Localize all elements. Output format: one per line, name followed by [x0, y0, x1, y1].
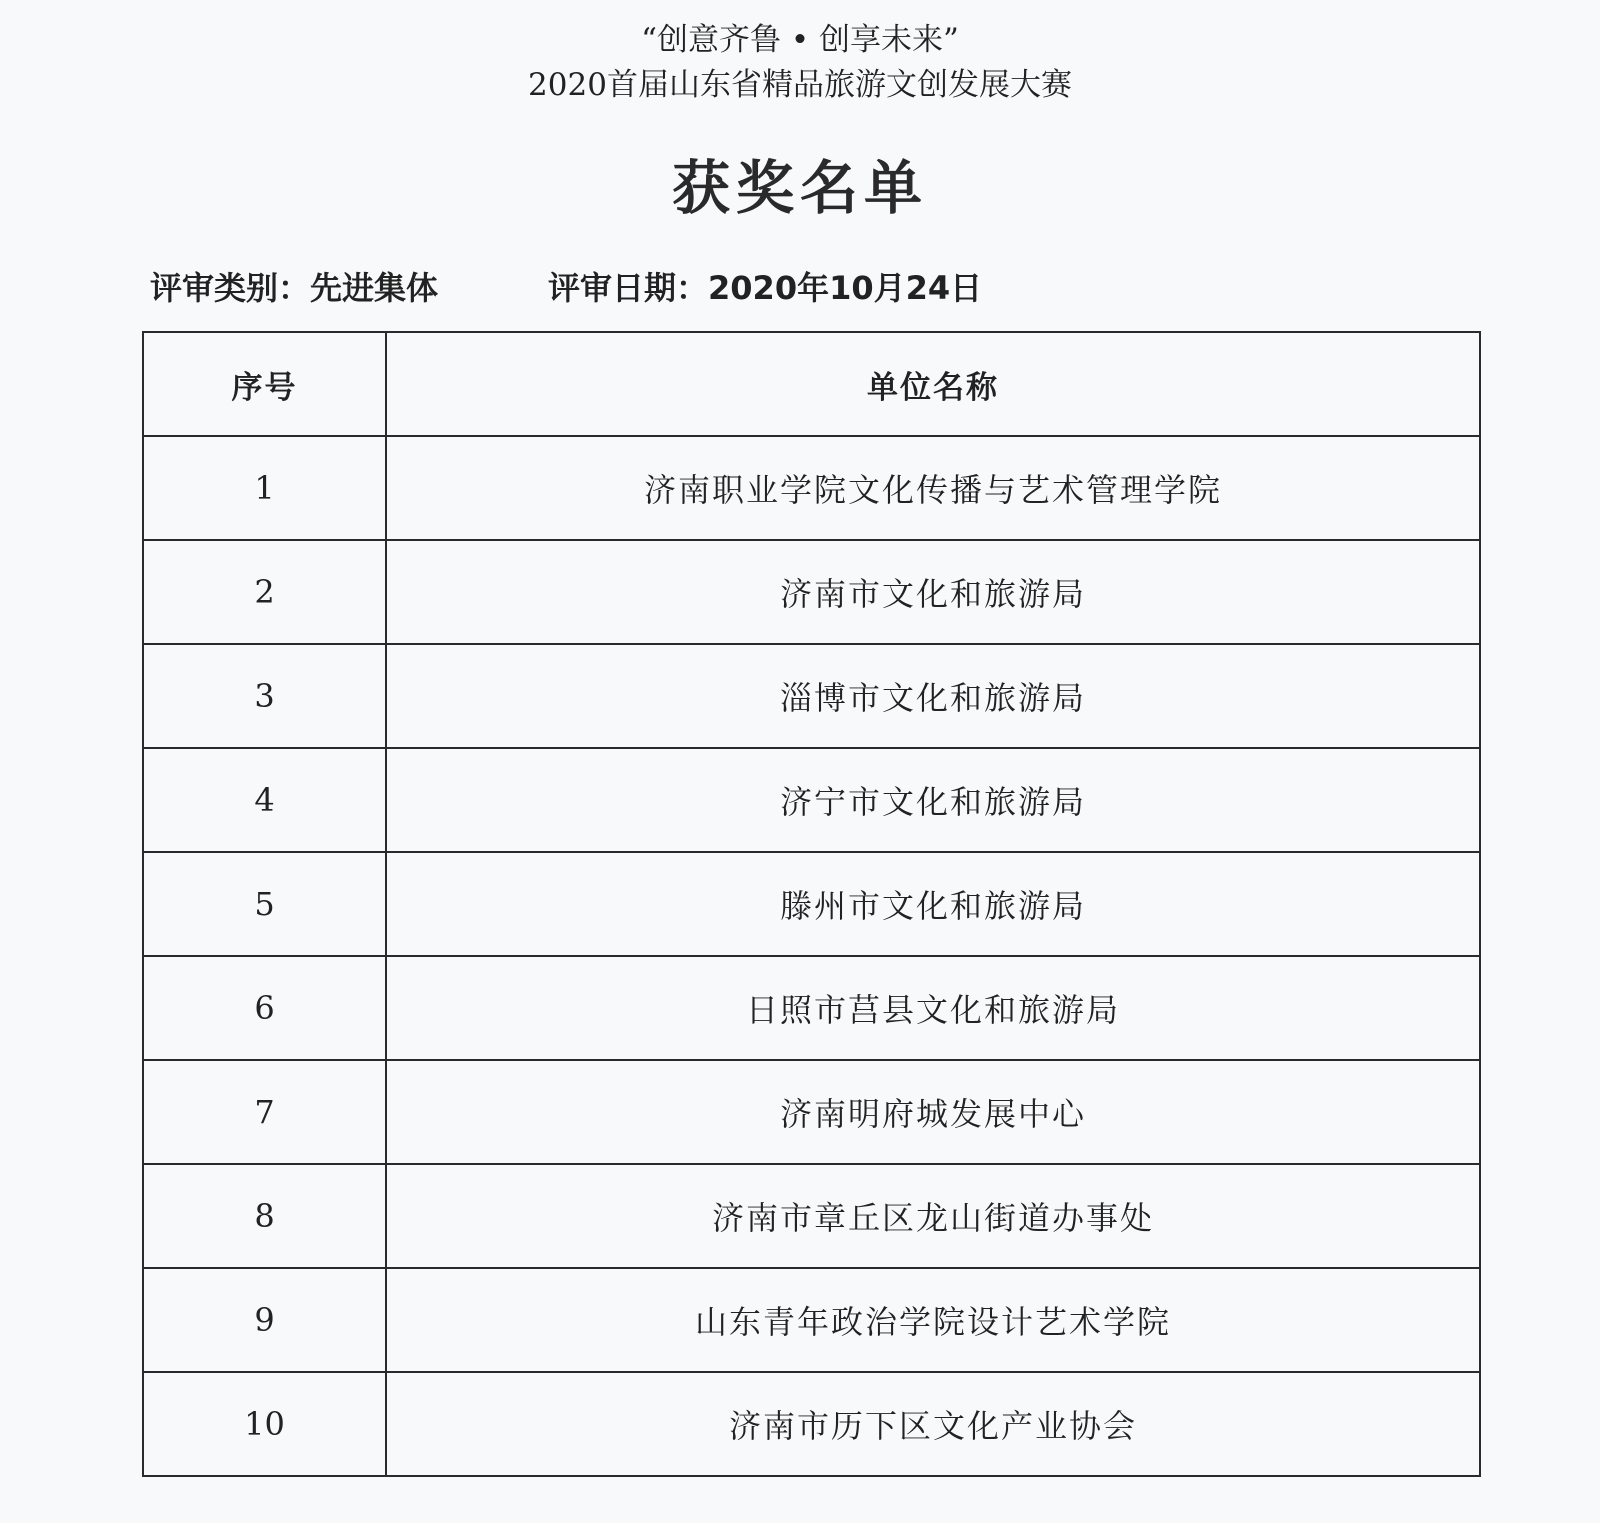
row-unit-name: 淄博市文化和旅游局 — [386, 644, 1480, 748]
row-index: 4 — [143, 748, 386, 852]
row-unit-name: 日照市莒县文化和旅游局 — [386, 956, 1480, 1060]
row-index: 9 — [143, 1268, 386, 1372]
review-category — [150, 268, 438, 308]
review-category-value: 先进集体 — [310, 269, 439, 307]
column-header-name: 单位名称 — [386, 332, 1480, 436]
table-row — [143, 436, 1480, 540]
row-index: 7 — [143, 1060, 386, 1164]
review-date-value: 2020年10月24日 — [708, 269, 983, 307]
row-index: 8 — [143, 1164, 386, 1268]
row-index: 2 — [143, 540, 386, 644]
review-category-label: 评审类别： — [150, 269, 311, 307]
row-index: 5 — [143, 852, 386, 956]
row-unit-name: 济南明府城发展中心 — [386, 1060, 1480, 1164]
row-index: 6 — [143, 956, 386, 1060]
table-row — [143, 1268, 1480, 1372]
row-index: 10 — [143, 1372, 386, 1476]
row-unit-name: 济南市文化和旅游局 — [386, 540, 1480, 644]
page-title: 获奖名单 — [671, 154, 928, 222]
row-unit-name: 济宁市文化和旅游局 — [386, 748, 1480, 852]
table-row — [143, 540, 1480, 644]
row-unit-name: 济南职业学院文化传播与艺术管理学院 — [386, 436, 1480, 540]
table-row — [143, 1372, 1480, 1476]
column-header-index: 序号 — [143, 332, 386, 436]
table-row — [143, 1060, 1480, 1164]
table-row — [143, 644, 1480, 748]
award-table — [142, 331, 1481, 1477]
review-date — [548, 268, 982, 308]
row-index: 1 — [143, 436, 386, 540]
slogan: “创意齐鲁 • 创享未来” — [641, 22, 959, 58]
table-row — [143, 852, 1480, 956]
row-unit-name: 济南市历下区文化产业协会 — [386, 1372, 1480, 1476]
table-header-row — [143, 332, 1480, 436]
table-row — [143, 1164, 1480, 1268]
contest-name: 2020首届山东省精品旅游文创发展大赛 — [528, 67, 1072, 103]
row-unit-name: 滕州市文化和旅游局 — [386, 852, 1480, 956]
review-date-label: 评审日期： — [548, 269, 709, 307]
table-row — [143, 956, 1480, 1060]
table-row — [143, 748, 1480, 852]
row-index: 3 — [143, 644, 386, 748]
row-unit-name: 山东青年政治学院设计艺术学院 — [386, 1268, 1480, 1372]
row-unit-name: 济南市章丘区龙山街道办事处 — [386, 1164, 1480, 1268]
